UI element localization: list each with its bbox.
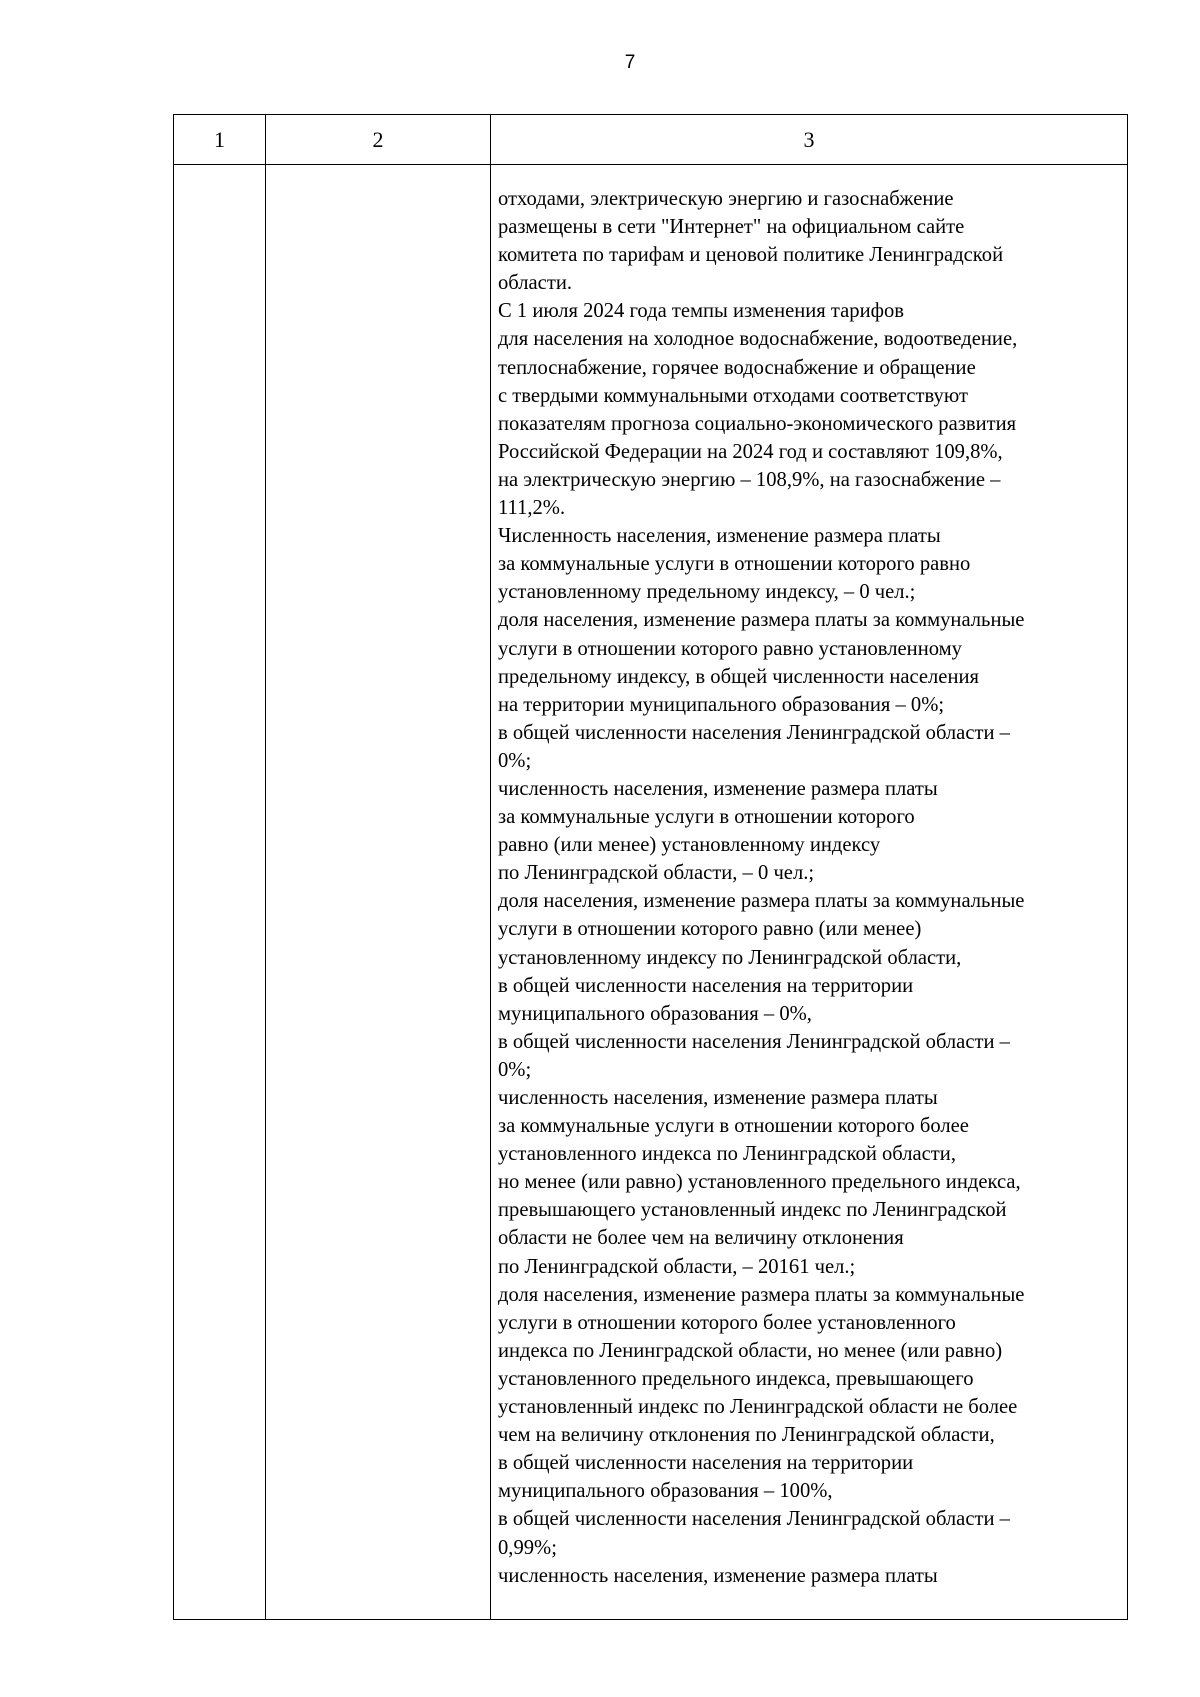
text-line: но менее (или равно) установленного предельного индекса, — [498, 1171, 1021, 1194]
text-line: 0%; — [498, 749, 532, 772]
text-line: 0%; — [498, 1058, 532, 1081]
page-number: 7 — [624, 52, 636, 73]
text-line: для населения на холодное водоснабжение, водоотведение, — [498, 328, 1018, 351]
cell-column-3-text — [491, 165, 1128, 1620]
text-line: численность населения, изменение размера платы — [498, 777, 938, 800]
cell-column-1 — [174, 165, 266, 1620]
text-line: в общей численности населения на территории — [498, 1452, 914, 1475]
column-header-3: 3 — [491, 115, 1128, 165]
text-line: по Ленинградской области, – 0 чел.; — [498, 862, 815, 885]
text-line: с твердыми коммунальными отходами соответствуют — [498, 384, 968, 407]
text-line: в общей численности населения Ленинградской области – — [498, 721, 1010, 744]
text-line: 0,99%; — [498, 1536, 557, 1559]
text-line: за коммунальные услуги в отношении которого — [498, 806, 915, 829]
text-line: в общей численности населения Ленинградской области – — [498, 1508, 1010, 1531]
table-row — [174, 165, 1128, 1620]
text-line: превышающего установленный индекс по Ленинградской — [498, 1199, 1007, 1222]
text-line: по Ленинградской области, – 20161 чел.; — [498, 1255, 856, 1278]
text-line: области. — [498, 272, 572, 295]
text-line: муниципального образования – 0%, — [498, 1002, 812, 1025]
text-line: установленному индексу по Ленинградской области, — [498, 946, 962, 969]
text-line: доля населения, изменение размера платы за коммунальные — [498, 890, 1025, 913]
text-line: на электрическую энергию – 108,9%, на газоснабжение – — [498, 468, 1001, 491]
text-line: численность населения, изменение размера платы — [498, 1564, 938, 1587]
text-line: установленного индекса по Ленинградской области, — [498, 1143, 956, 1166]
text-line: Численность населения, изменение размера платы — [498, 525, 941, 548]
table-header-row — [174, 115, 1128, 165]
text-line: в общей численности населения Ленинградской области – — [498, 1030, 1010, 1053]
text-line: области не более чем на величину отклонения — [498, 1227, 904, 1250]
text-line: чем на величину отклонения по Ленинградской области, — [498, 1424, 995, 1447]
text-line: С 1 июля 2024 года темпы изменения тарифов — [498, 300, 904, 323]
text-line: за коммунальные услуги в отношении которого равно — [498, 553, 971, 576]
text-line: услуги в отношении которого равно установленному — [498, 637, 962, 660]
text-line: теплоснабжение, горячее водоснабжение и обращение — [498, 356, 976, 379]
column-header-1: 1 — [174, 115, 266, 165]
text-line: в общей численности населения на территории — [498, 974, 914, 997]
cell-column-2 — [266, 165, 491, 1620]
text-line: равно (или менее) установленному индексу — [498, 834, 881, 857]
text-line: индекса по Ленинградской области, но менее (или равно) — [498, 1339, 1003, 1362]
document-table — [173, 114, 1128, 1620]
text-line: доля населения, изменение размера платы за коммунальные — [498, 609, 1025, 632]
text-line: показателям прогноза социально-экономического развития — [498, 412, 1017, 435]
text-line: доля населения, изменение размера платы за коммунальные — [498, 1283, 1025, 1306]
text-line: комитета по тарифам и ценовой политике Ленинградской — [498, 244, 1004, 267]
text-line: на территории муниципального образования – 0%; — [498, 693, 945, 716]
text-line: Российской Федерации на 2024 год и составляют 109,8%, — [498, 440, 1003, 463]
text-line: установленного предельного индекса, превышающего — [498, 1367, 974, 1390]
text-line: размещены в сети "Интернет" на официальном сайте — [498, 216, 965, 239]
text-line: услуги в отношении которого более установленного — [498, 1311, 956, 1334]
text-line: услуги в отношении которого равно (или менее) — [498, 918, 922, 941]
text-line: численность населения, изменение размера платы — [498, 1087, 938, 1109]
text-line: установленный индекс по Ленинградской области не более — [498, 1396, 1018, 1419]
text-line: установленному предельному индексу, – 0 чел.; — [498, 581, 916, 604]
text-line: муниципального образования – 100%, — [498, 1480, 833, 1503]
text-line: предельному индексу, в общей численности населения — [498, 665, 979, 688]
text-line: отходами, электрическую энергию и газоснабжение — [498, 188, 954, 210]
text-line: 111,2%. — [498, 497, 566, 520]
text-line: за коммунальные услуги в отношении которого более — [498, 1115, 969, 1138]
column-header-2: 2 — [266, 115, 491, 165]
